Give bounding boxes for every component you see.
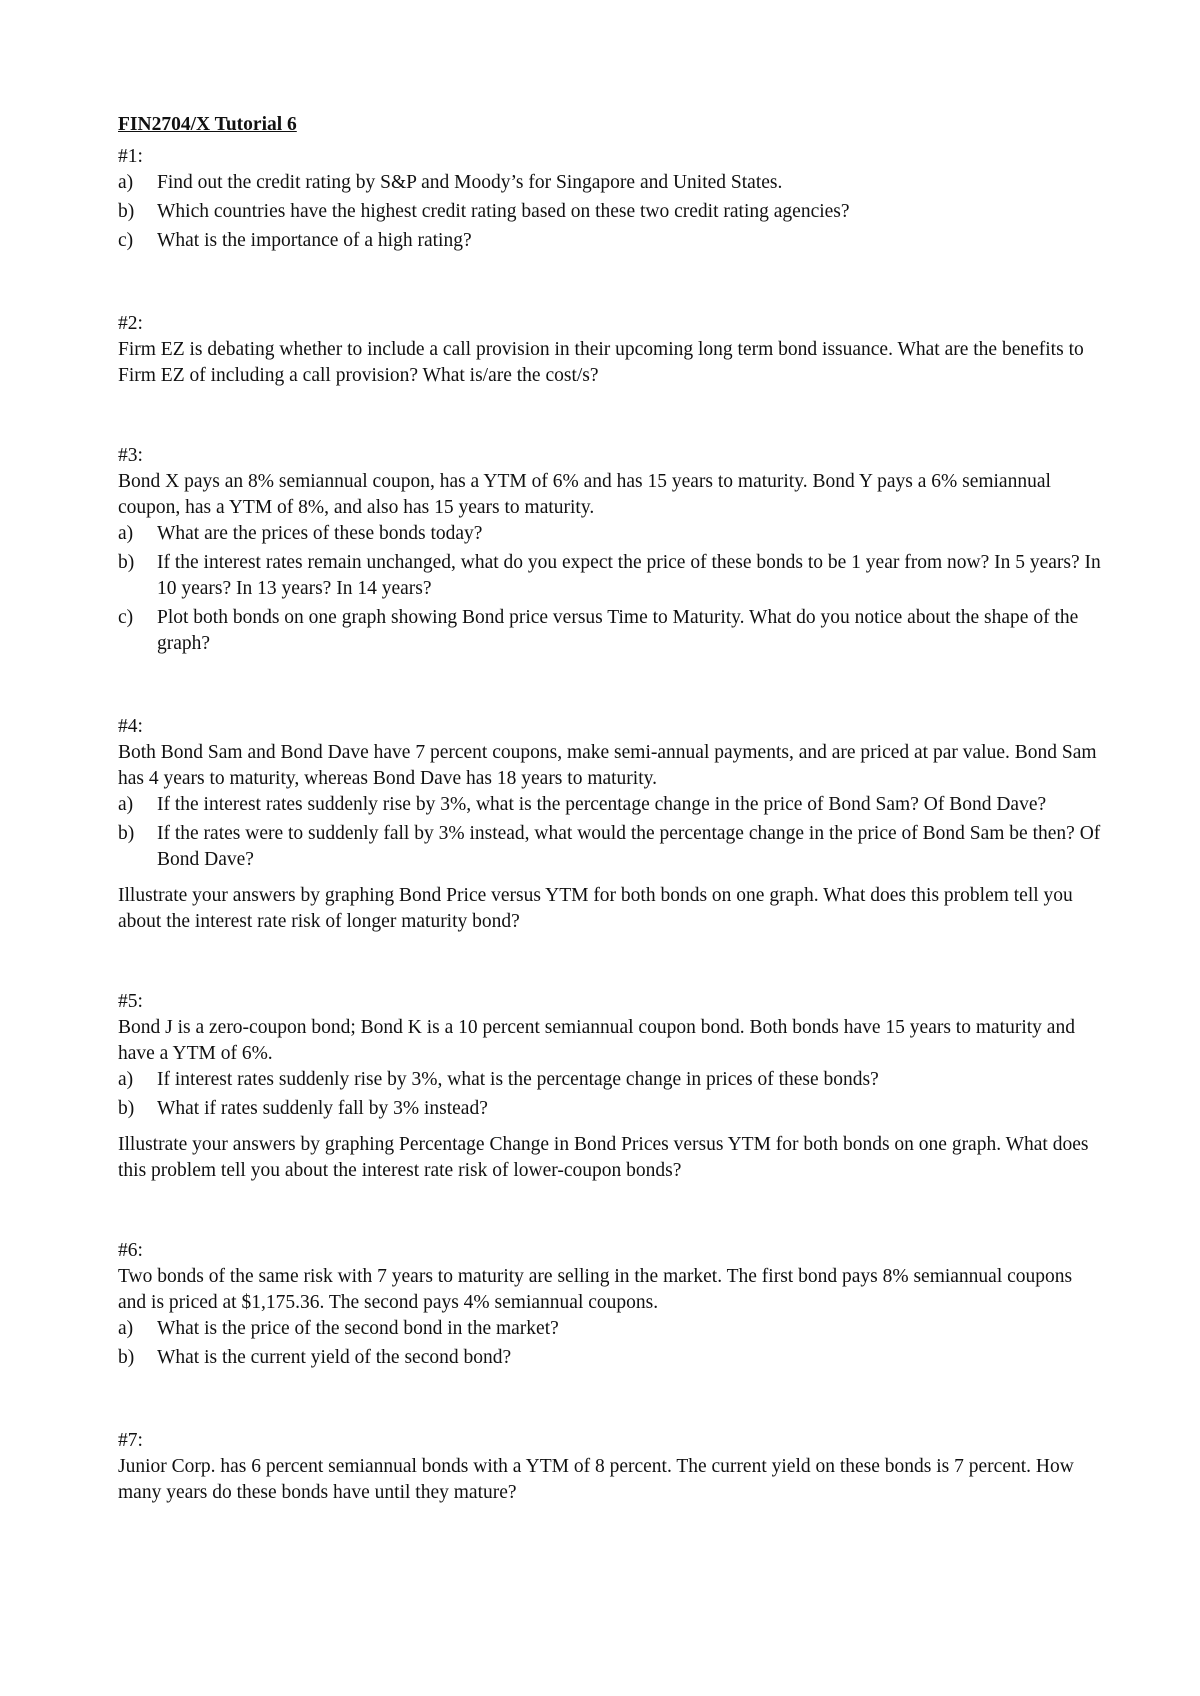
question-text: Bond X pays an 8% semiannual coupon, has a YTM of 6% and has 15 years to maturity. Bond Y pays a 6% semiannual coupon, has a YTM of 8%, and also has 15 years to maturity. xyxy=(118,471,1051,518)
item-marker: a) xyxy=(118,794,134,815)
question-label: #1: xyxy=(118,146,143,167)
sub-question-list xyxy=(118,1067,1103,1122)
item-text: What is the price of the second bond in the market? xyxy=(157,1318,559,1339)
item-text: Find out the credit rating by S&P and Moody’s for Singapore and United States. xyxy=(157,172,783,193)
spacer xyxy=(118,1184,1103,1238)
item-marker: b) xyxy=(118,823,135,844)
item-marker: a) xyxy=(118,172,134,193)
question-label: #2: xyxy=(118,313,143,334)
item-marker: a) xyxy=(118,1318,134,1339)
sub-question-list xyxy=(118,1316,1103,1371)
item-marker: c) xyxy=(118,230,134,251)
item-text: What is the importance of a high rating? xyxy=(157,230,472,251)
question-label: #5: xyxy=(118,991,143,1012)
sub-question-list xyxy=(118,170,1103,254)
sub-question xyxy=(118,821,1103,873)
question-text: Bond J is a zero-coupon bond; Bond K is a 10 percent semiannual coupon bond. Both bonds have 15 years to maturity and have a YTM of 6%. xyxy=(118,1017,1075,1064)
question-1 xyxy=(118,144,1103,254)
sub-question xyxy=(118,1067,1103,1093)
sub-question-list xyxy=(118,792,1103,873)
item-text: Which countries have the highest credit rating based on these two credit rating agencies? xyxy=(157,201,850,222)
sub-question xyxy=(118,1096,1103,1122)
sub-question xyxy=(118,199,1103,225)
item-text: What if rates suddenly fall by 3% instead? xyxy=(157,1098,488,1119)
item-marker: b) xyxy=(118,1347,135,1368)
sub-question xyxy=(118,228,1103,254)
sub-question xyxy=(118,550,1103,602)
sub-question xyxy=(118,521,1103,547)
question-followup: Illustrate your answers by graphing Bond Price versus YTM for both bonds on one graph. What does this problem tell you about the interest rate risk of longer maturity bond? xyxy=(118,885,1073,932)
item-text: If the rates were to suddenly fall by 3% instead, what would the percentage change in the price of Bond Sam be then? Of Bond Dave? xyxy=(157,823,1101,870)
question-label: #7: xyxy=(118,1430,143,1451)
sub-question-list xyxy=(118,521,1103,657)
item-marker: a) xyxy=(118,523,134,544)
item-marker: b) xyxy=(118,201,135,222)
item-marker: a) xyxy=(118,1069,134,1090)
question-text: Two bonds of the same risk with 7 years to maturity are selling in the market. The first bond pays 8% semiannual coupons and is priced at $1,175.36. The second pays 4% semiannual coupons. xyxy=(118,1266,1073,1313)
item-text: Plot both bonds on one graph showing Bond price versus Time to Maturity. What do you notice about the shape of the graph? xyxy=(157,607,1079,654)
item-marker: c) xyxy=(118,607,134,628)
spacer xyxy=(118,660,1103,714)
item-text: What are the prices of these bonds today? xyxy=(157,523,483,544)
question-label: #3: xyxy=(118,445,143,466)
item-text: What is the current yield of the second bond? xyxy=(157,1347,512,1368)
document-page xyxy=(118,112,1103,1506)
item-text: If interest rates suddenly rise by 3%, what is the percentage change in prices of these bonds? xyxy=(157,1069,879,1090)
question-label: #6: xyxy=(118,1240,143,1261)
spacer xyxy=(118,257,1103,311)
item-marker: b) xyxy=(118,552,135,573)
sub-question xyxy=(118,605,1103,657)
spacer xyxy=(118,935,1103,989)
sub-question xyxy=(118,792,1103,818)
question-5 xyxy=(118,989,1103,1184)
item-text: If the interest rates remain unchanged, what do you expect the price of these bonds to be 1 year from now? In 5 years? In 10 years? In 13 years? In 14 years? xyxy=(157,552,1101,599)
question-text: Junior Corp. has 6 percent semiannual bonds with a YTM of 8 percent. The current yield on these bonds is 7 percent. How many years do these bonds have until they mature? xyxy=(118,1456,1074,1503)
sub-question xyxy=(118,1316,1103,1342)
question-2 xyxy=(118,311,1103,389)
question-label: #4: xyxy=(118,716,143,737)
item-marker: b) xyxy=(118,1098,135,1119)
question-text: Firm EZ is debating whether to include a call provision in their upcoming long term bond issuance. What are the benefits to Firm EZ of including a call provision? What is/are the cost/s? xyxy=(118,339,1084,386)
document-title: FIN2704/X Tutorial 6 xyxy=(118,114,297,135)
spacer xyxy=(118,1374,1103,1428)
question-7 xyxy=(118,1428,1103,1506)
sub-question xyxy=(118,1345,1103,1371)
spacer xyxy=(118,389,1103,443)
question-followup: Illustrate your answers by graphing Percentage Change in Bond Prices versus YTM for both bonds on one graph. What does this problem tell you about the interest rate risk of lower-coupon bonds? xyxy=(118,1134,1089,1181)
question-6 xyxy=(118,1238,1103,1371)
question-3 xyxy=(118,443,1103,657)
sub-question xyxy=(118,170,1103,196)
item-text: If the interest rates suddenly rise by 3%, what is the percentage change in the price of Bond Sam? Of Bond Dave? xyxy=(157,794,1047,815)
question-text: Both Bond Sam and Bond Dave have 7 percent coupons, make semi-annual payments, and are priced at par value. Bond Sam has 4 years to maturity, whereas Bond Dave has 18 years to maturity. xyxy=(118,742,1097,789)
question-4 xyxy=(118,714,1103,935)
